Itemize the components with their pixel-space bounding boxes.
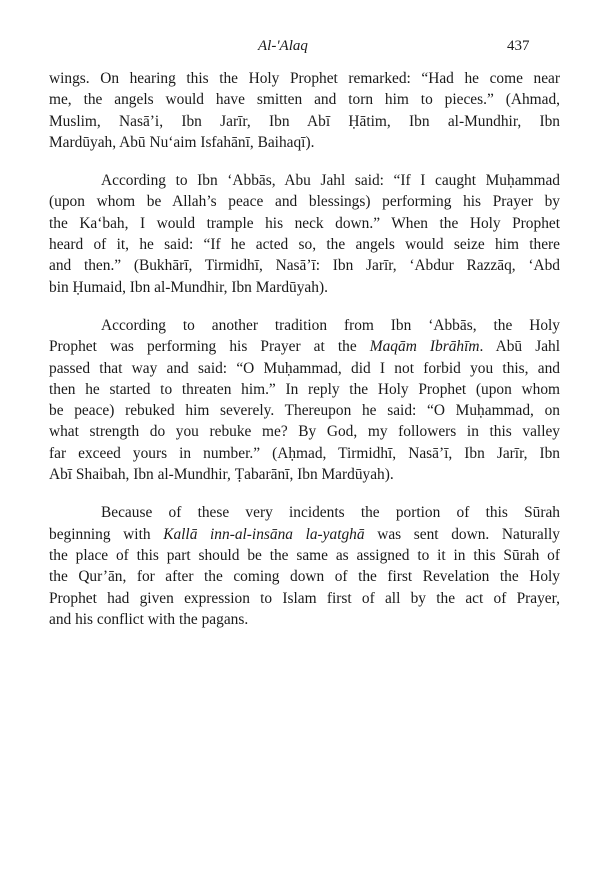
text-line: Muslim, Nasā’i, Ibn Jarīr, Ibn Abī Ḥātim, Ibn al-Mundhir, Ibn: [49, 112, 560, 130]
text-line: the Qur’ān, for after the coming down of the first Revelation the Holy: [49, 568, 560, 586]
text-segment: Prophet was performing his Prayer at the: [49, 338, 370, 356]
text-line: bin Ḥumaid, Ibn al-Mundhir, Ibn Mardūyah).: [49, 278, 328, 296]
paragraph-4: [49, 502, 560, 630]
paragraph-2: [49, 170, 560, 298]
text-line: and then.” (Bukhārī, Tirmidhī, Nasā’ī: Ibn Jarīr, ‘Abdur Razzāq, ‘Abd: [49, 257, 560, 275]
text-line: the place of this part should be the same as assigned to it in this Sūrah of: [49, 546, 560, 564]
text-line: According to another tradition from Ibn ‘Abbās, the Holy: [101, 316, 560, 334]
text-line: passed that way and said: “O Muḥammad, did I not forbid you this, and: [49, 359, 560, 377]
body-text: [49, 68, 560, 647]
text-line: then he started to threaten him.” In reply the Holy Prophet (upon whom: [49, 380, 560, 398]
text-line: Mardūyah, Abū Nu‘aim Isfahānī, Baihaqī).: [49, 133, 315, 151]
text-line: far exceed yours in number.” (Aḥmad, Tirmidhī, Nasā’ī, Ibn Jarīr, Ibn: [49, 444, 560, 462]
chapter-title: Al-'Alaq: [258, 38, 308, 54]
text-line: Prophet had given expression to Islam first of all by the act of Prayer,: [49, 589, 560, 607]
running-header: [0, 38, 600, 58]
text-segment: . Abū Jahl: [479, 338, 560, 356]
text-line: and his conflict with the pagans.: [49, 610, 249, 628]
text-line: be peace) rebuked him severely. Thereupon he said: “O Muḥammad, on: [49, 402, 560, 420]
text-segment: was sent down. Naturally: [364, 525, 560, 543]
text-line: (upon whom be Allah’s peace and blessings) performing his Prayer by: [49, 193, 560, 211]
text-line-with-italic: [49, 336, 560, 357]
text-line: Abī Shaibah, Ibn al-Mundhir, Ṭabarānī, Ibn Mardūyah).: [49, 466, 394, 484]
text-line: the Ka‘bah, I would trample his neck down.” When the Holy Prophet: [49, 214, 560, 232]
text-line: wings. On hearing this the Holy Prophet remarked: “Had he come near: [49, 70, 560, 87]
text-line: According to Ibn ‘Abbās, Abu Jahl said: “If I caught Muḥammad: [101, 172, 560, 190]
text-line-with-italic: [49, 524, 560, 545]
italic-term: Maqām Ibrāhīm: [369, 338, 480, 356]
text-line: heard of it, he said: “If he acted so, the angels would seize him there: [49, 236, 560, 254]
text-segment: beginning with: [49, 525, 164, 543]
text-line: me, the angels would have smitten and torn him to pieces.” (Ahmad,: [49, 91, 560, 109]
text-line: Because of these very incidents the portion of this Sūrah: [101, 504, 560, 522]
italic-term: Kallā inn-al-insāna la-yatghā: [163, 525, 365, 543]
paragraph-3: [49, 315, 560, 485]
text-line: what strength do you rebuke me? By God, my followers in this valley: [49, 423, 560, 441]
page-number: 437: [507, 38, 530, 54]
paragraph-1: [49, 68, 560, 153]
